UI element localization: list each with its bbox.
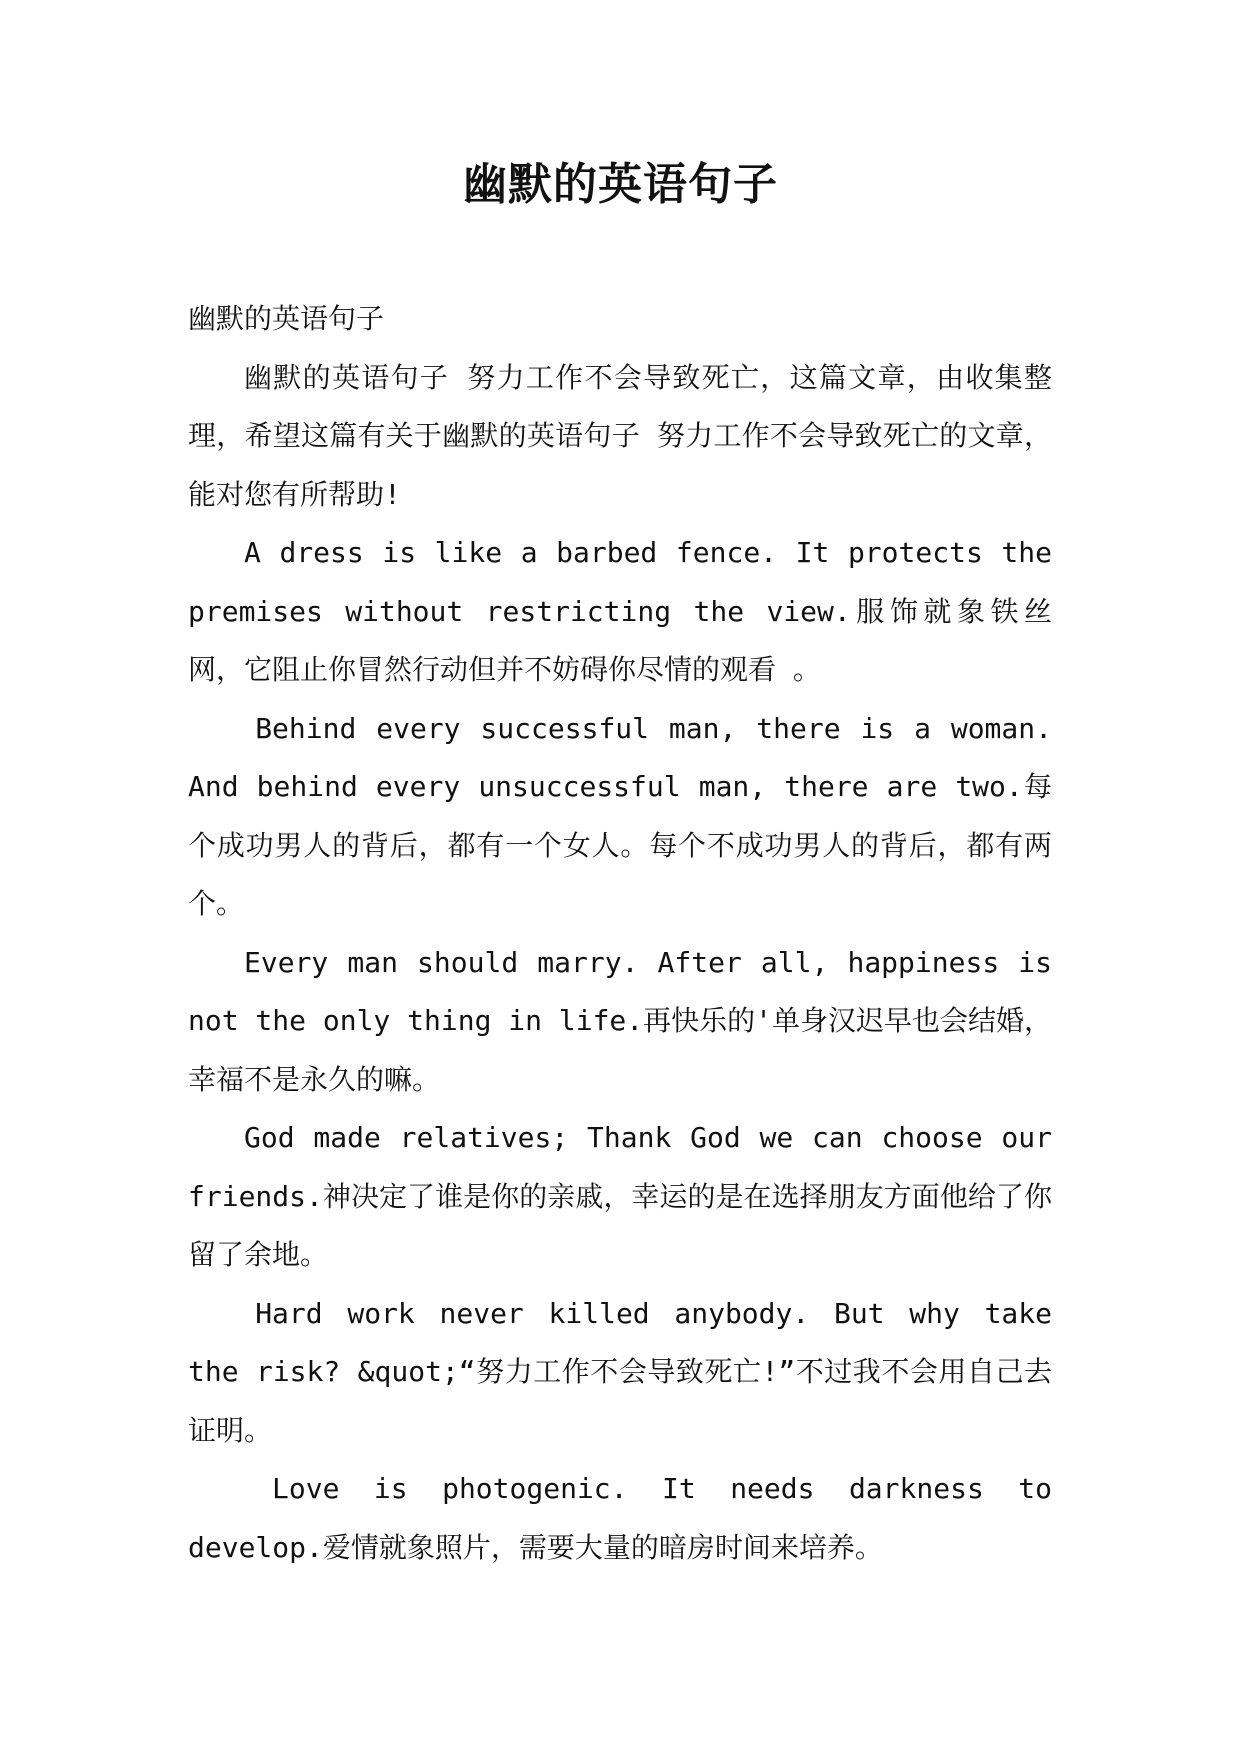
document-title: 幽默的英语句子 [463,159,778,210]
paragraph-successful-man: Behind every successful man, there is a woman. And behind every unsuccessful man, there are two.每个成功男人的背后，都有一个女人。每个不成功男人的背后，都有两个。 [188,711,1052,920]
paragraph-marry: Every man should marry. After all, happiness is not the only thing in life.再快乐的'单身汉迟早也会结婚，幸福不是永久的嘛。 [188,945,1053,1096]
paragraph-relatives: God made relatives; Thank God we can choose our friends.神决定了谁是你的亲戚，幸运的是在选择朋友方面他给了你留了余地。 [188,1121,1052,1271]
document-subtitle: 幽默的英语句子 [188,302,385,335]
paragraph-dress: A dress is like a barbed fence. It protects the premises without restricting the view.服饰就象铁丝网，它阻止你冒然行动但并不妨碍你尽情的观看 。 [188,536,1052,686]
paragraph-hard-work: Hard work never killed anybody. But why take the risk? &quot;“努力工作不会导致死亡!”不过我不会用自己去证明。 [188,1296,1052,1447]
document-body [188,290,1052,1577]
paragraph-intro: 幽默的英语句子 努力工作不会导致死亡，这篇文章，由收集整理，希望这篇有关于幽默的英语句子 努力工作不会导致死亡的文章，能对您有所帮助! [188,360,1052,511]
paragraph-love: Love is photogenic. It needs darkness to develop.爱情就象照片，需要大量的暗房时间来培养。 [188,1472,1052,1564]
